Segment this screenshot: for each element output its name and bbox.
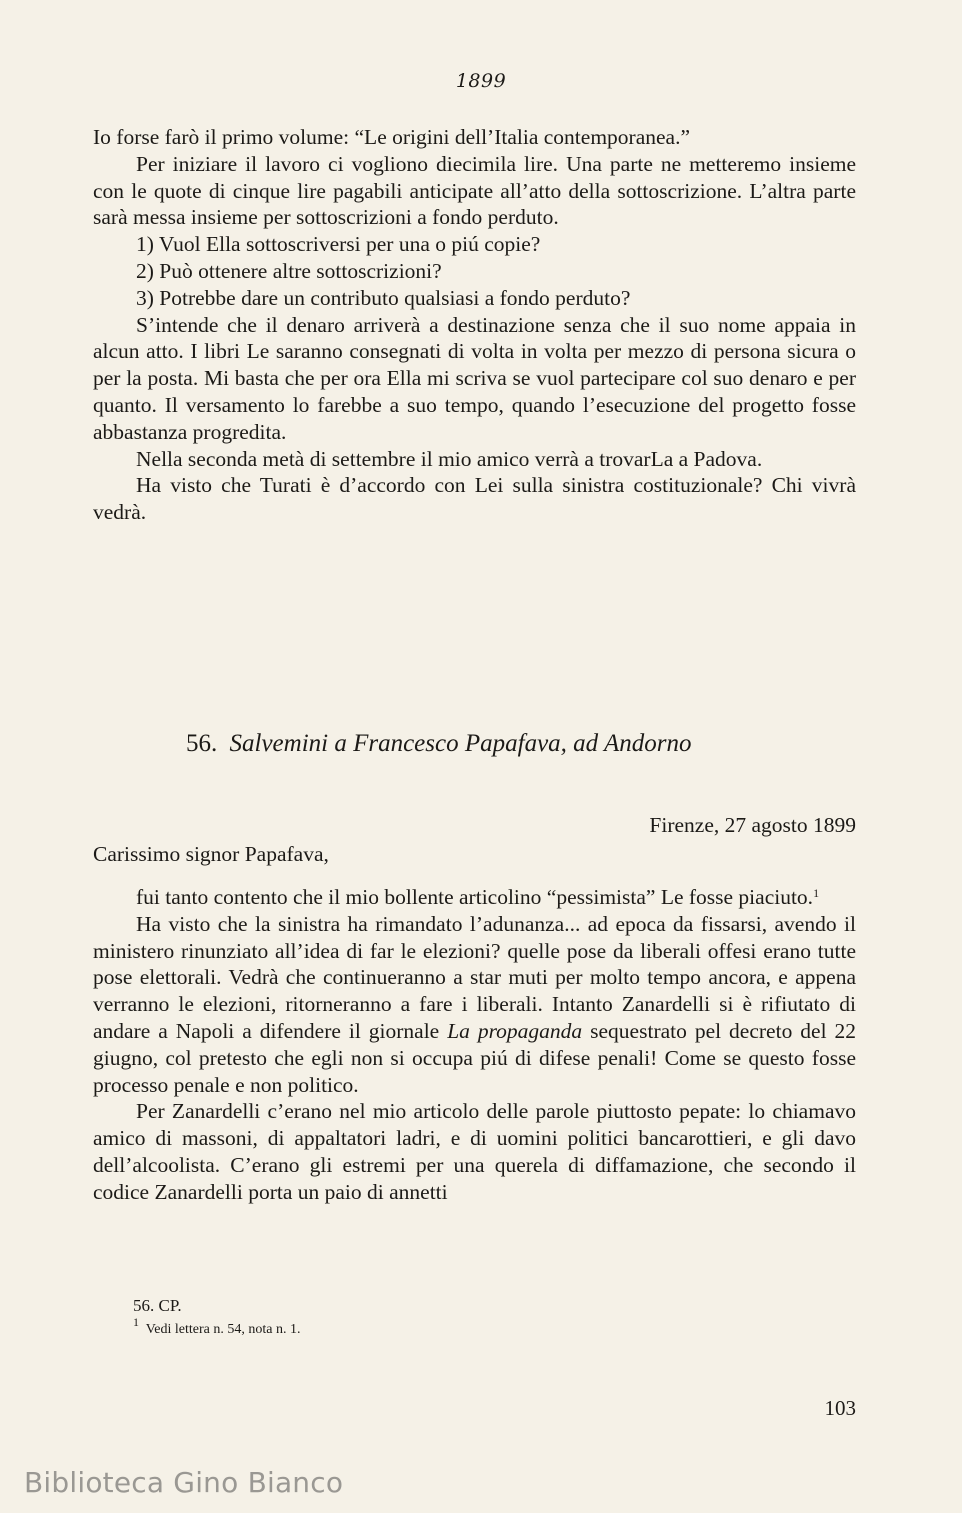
letter-paragraph-1-text: fui tanto contento che il mio bollente articolino “pessimista” Le fosse piaciuto. (136, 885, 814, 909)
dateline: Firenze, 27 agosto 1899 (649, 813, 856, 837)
page-number: 103 (824, 1396, 856, 1420)
footnote-1 (133, 1315, 301, 1342)
upper-text-block (93, 124, 856, 526)
salutation: Carissimo signor Papafava, (93, 842, 329, 866)
letter-paragraph-2-rest: sequestrato pel decreto del 22 giugno, col pretesto che egli non si occupa piú di difese penali! Come se questo fosse processo penale e non politico. (93, 1018, 857, 1097)
running-head: 1899 (455, 70, 507, 92)
paragraph-settembre: Nella seconda metà di settembre il mio amico verrà a trovarLa a Padova. (136, 446, 763, 471)
paragraph-volume: Io forse farò il primo volume: “Le origini dell’Italia contemporanea.” (93, 125, 690, 149)
paragraph-funding: Per iniziare il lavoro ci vogliono diecimila lire. Una parte ne metteremo insieme con le quote di cinque lire pagabili anticipate all’atto della sottoscrizione. L’altra parte sarà messa insieme per sottoscrizioni a fondo perduto. (93, 151, 856, 230)
footnote-ref-1: 1 (813, 886, 820, 900)
letter-paragraph-2 (93, 911, 856, 1099)
question-2: 2) Può ottenere altre sottoscrizioni? (136, 258, 442, 283)
paragraph-turati: Ha visto che Turati è d’accordo con Lei sulla sinistra costituzionale? Chi vivrà vedrà. (93, 473, 856, 525)
question-1: 1) Vuol Ella sottoscriversi per una o piú copie? (136, 232, 541, 257)
letter-number: 56. (186, 730, 218, 757)
question-3: 3) Potrebbe dare un contributo qualsiasi a fondo perduto? (136, 285, 631, 310)
library-watermark: Biblioteca Gino Bianco (24, 1466, 344, 1499)
letter-heading (186, 730, 886, 758)
paragraph-denaro: S’intende che il denaro arriverà a destinazione senza che il suo nome appaia in alcun atto. I libri Le saranno consegnati di volta in volta per mezzo di persona sicura o per la posta. Mi basta che per ora Ella mi scriva se vuol partecipare col suo denaro e per quanto. Il versamento lo farebbe a suo tempo, quando l’esecuzione del progetto fosse abbastanza progredita. (93, 312, 856, 444)
source-note: 56. CP. (133, 1296, 182, 1315)
footnotes (133, 1294, 301, 1342)
footnote-1-text: Vedi lettera n. 54, nota n. 1. (145, 1322, 301, 1337)
letter-paragraph-1 (93, 884, 856, 911)
footnote-1-mark: 1 (133, 1315, 139, 1329)
letter-paragraph-2-text: Ha visto che la sinistra ha rimandato l’adunanza... ad epoca da fissarsi, avendo il ministero rinunziato all’idea di far le elezioni? quelle pose da liberali offesi erano tutte pose elettorali. Vedrà che continueranno a star muti per molto tempo ancora, e appena verranno le elezioni, ritorneranno a fare i liberali. Intanto Zanardelli si è rifiutato di andare a Napoli a difendere il giornale (93, 911, 856, 1043)
letter-title: Salvemini a Francesco Papafava, ad Andorno (229, 730, 692, 757)
letter-text-block (93, 884, 856, 1206)
letter-paragraph-3: Per Zanardelli c’erano nel mio articolo delle parole piuttosto pepate: lo chiamavo amico di massoni, di appaltatori ladri, e di uomini politici bancarottieri, e gli davo dell’alcoolista. C’erano gli estremi per una querela di diffamazione, che secondo il codice Zanardelli porta un paio di annetti (93, 1099, 856, 1204)
newspaper-title: La propaganda (447, 1018, 583, 1043)
